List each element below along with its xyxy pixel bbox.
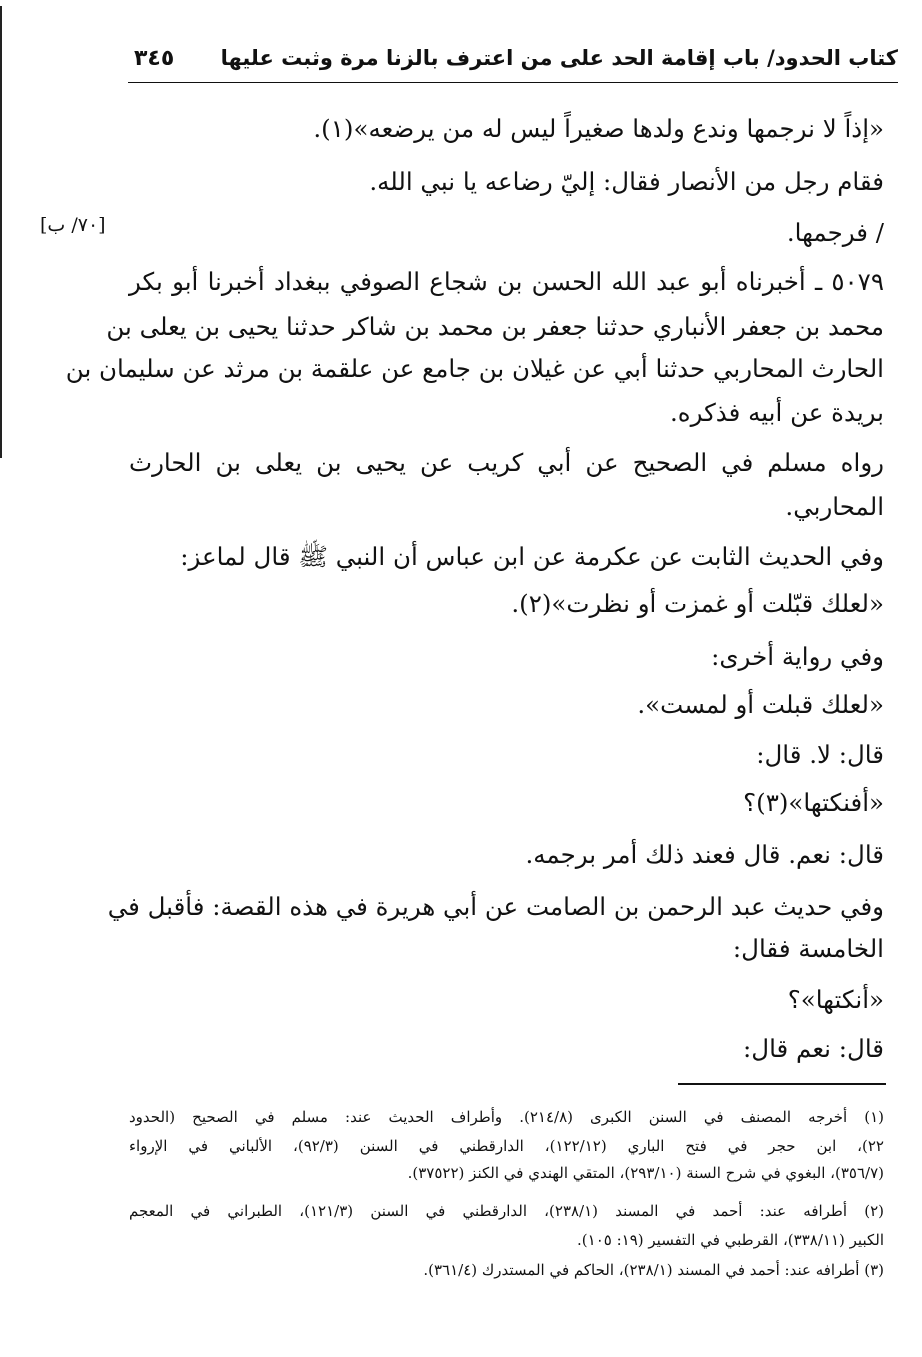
text-line: الحارث المحاربي حدثنا أبي عن غيلان بن جامع عن علقمة بن مرثد عن سليمان بن [65, 354, 884, 383]
text-line: ٥٠٧٩ ـ أخبرناه أبو عبد الله الحسن بن شجاع الصوفي ببغداد أخبرنا أبو بكر [129, 267, 884, 296]
footnote-line: (٣٥٦/٧)، البغوي في شرح السنة (٢٩٣/١٠)، المتقي الهندي في الكنز (٣٧٥٢٢). [407, 1164, 884, 1182]
text-line: قال: لا. قال: [756, 740, 884, 769]
text-line: بريدة عن أبيه فذكره. [669, 398, 884, 427]
text-line: فقام رجل من الأنصار فقال: إليّ رضاعه يا نبي الله. [369, 167, 884, 196]
scan-edge-rule [0, 6, 2, 458]
text-line: «إذاً لا نرجمها وندع ولدها صغيراً ليس له من يرضعه»(١). [313, 114, 884, 143]
text-line: محمد بن جعفر الأنباري حدثنا جعفر بن محمد بن شاكر حدثنا يحيى بن يعلى بن [106, 312, 884, 341]
text-line: وفي حديث عبد الرحمن بن الصامت عن أبي هريرة في هذه القصة: فأقبل في [107, 892, 884, 921]
footnote-line: (١) أخرجه المصنف في السنن الكبرى (٢١٤/٨). وأطراف الحديث عند: مسلم في الصحيح (الحدود [129, 1108, 885, 1126]
text-line: «لعلك قبلت أو لمست». [637, 690, 884, 719]
text-line: المحاربي. [785, 492, 884, 521]
footnote-line: الكبير (٣٣٨/١١)، القرطبي في التفسير (١٩: ١٠٥). [577, 1231, 884, 1249]
manuscript-folio-note: [٧٠/ ب] [40, 214, 106, 236]
chapter-title: كتاب الحدود/ باب إقامة الحد على من اعترف بالزنا مرة وثبت عليها [220, 46, 898, 70]
page-number: ٣٤٥ [134, 46, 175, 71]
footnote-separator [678, 1083, 886, 1085]
text-line: وفي الحديث الثابت عن عكرمة عن ابن عباس أن النبي ﷺ قال لماعز: [180, 542, 884, 571]
footnote-line: (٣) أطرافه عند: أحمد في المسند (٢٣٨/١)، الحاكم في المستدرك (٣٦١/٤). [423, 1261, 884, 1279]
text-line: قال: نعم قال: [743, 1034, 884, 1063]
text-line: / فرجمها. [786, 218, 884, 247]
footnote-line: (٢) أطرافه عند: أحمد في المسند (٢٣٨/١)، الدارقطني في السنن (١٢١/٣)، الطبراني في المعجم [129, 1202, 885, 1220]
text-line: الخامسة فقال: [732, 934, 884, 963]
text-line: وفي رواية أخرى: [711, 642, 884, 671]
text-line: «أفنكتها»(٣)؟ [743, 788, 884, 817]
text-line: «لعلك قبّلت أو غمزت أو نظرت»(٢). [511, 589, 884, 618]
running-header [128, 40, 898, 83]
text-line: «أنكتها»؟ [787, 985, 884, 1014]
text-line: رواه مسلم في الصحيح عن أبي كريب عن يحيى بن يعلى بن الحارث [129, 448, 884, 477]
text-line: قال: نعم. قال فعند ذلك أمر برجمه. [525, 840, 884, 869]
footnote-line: ٢٢)، ابن حجر في فتح الباري (١٢٢/١٢)، الدارقطني في السنن (٩٢/٣)، الألباني في الإرواء [129, 1137, 884, 1155]
